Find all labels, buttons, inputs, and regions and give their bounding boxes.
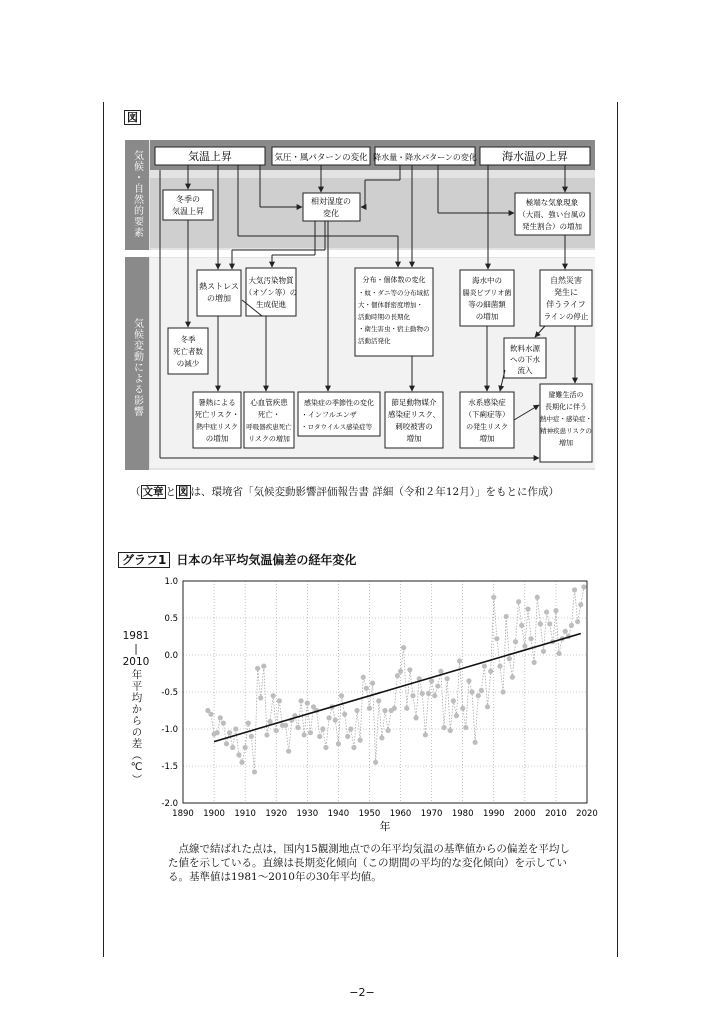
data-point bbox=[519, 623, 524, 628]
box-drinking-water-l1: 飲料水源 bbox=[510, 344, 540, 353]
box-air-pollutant-l3: 生成促進 bbox=[256, 300, 286, 309]
data-point bbox=[258, 695, 263, 700]
data-point bbox=[463, 725, 468, 730]
data-point bbox=[379, 735, 384, 740]
x-tick-label: 2000 bbox=[514, 809, 536, 819]
box-extreme-weather-l2: （大雨、強い台風の bbox=[518, 210, 586, 219]
data-point bbox=[401, 645, 406, 650]
data-point bbox=[215, 730, 220, 735]
box-seasonal-l3: ・ロタウイルス感染症等 bbox=[301, 423, 373, 431]
y-tick-label: -2.0 bbox=[161, 799, 178, 809]
box-seasonal-l2: ・インフルエンザ bbox=[301, 411, 357, 419]
box-cardio-l4: リスクの増加 bbox=[248, 435, 290, 443]
data-point bbox=[320, 726, 325, 731]
box-evacuation-l3: 熱中症・感染症・ bbox=[540, 415, 592, 423]
x-tick-label: 1960 bbox=[389, 809, 412, 819]
box-sea-temperature-label: 海水温の上昇 bbox=[502, 150, 568, 163]
box-disaster-l4: ラインの停止 bbox=[543, 312, 589, 321]
data-point bbox=[233, 726, 238, 731]
data-point bbox=[510, 675, 515, 680]
box-extreme-weather-l3: 発生割合）の増加 bbox=[522, 222, 582, 231]
data-point bbox=[386, 728, 391, 733]
series-dotted-line bbox=[208, 587, 584, 772]
x-tick-label: 2020 bbox=[576, 809, 598, 819]
chart-ticks bbox=[161, 577, 597, 819]
box-heat-stress-l1: 熱ストレス bbox=[199, 282, 239, 291]
graph-tag: グラフ1 bbox=[118, 552, 170, 568]
box-distribution-l3: 大・個体群密度増加・ bbox=[358, 301, 423, 309]
data-point bbox=[553, 608, 558, 613]
data-point bbox=[476, 693, 481, 698]
data-point bbox=[497, 664, 502, 669]
data-point bbox=[500, 689, 505, 694]
box-winter-deaths-l2: 死亡者数 bbox=[173, 347, 203, 356]
box-vibrio-l3: 等の細菌類 bbox=[468, 300, 506, 309]
data-point bbox=[488, 669, 493, 674]
graph-title-text: 日本の年平均気温偏差の経年変化 bbox=[176, 553, 357, 567]
data-point bbox=[239, 760, 244, 765]
trend-line bbox=[214, 634, 581, 742]
data-point bbox=[482, 664, 487, 669]
data-point bbox=[345, 734, 350, 739]
box-cardio-l1: 心血管疾患 bbox=[250, 398, 288, 407]
box-vector-l2: 感染症リスク、 bbox=[387, 410, 441, 419]
x-axis-label: 年 bbox=[379, 820, 391, 833]
data-point bbox=[342, 712, 347, 717]
box-drinking-water-l3: 流入 bbox=[517, 366, 533, 375]
data-point bbox=[575, 619, 580, 624]
data-point bbox=[407, 667, 412, 672]
data-point bbox=[457, 658, 462, 663]
box-vector-l4: 増加 bbox=[406, 434, 422, 443]
data-point bbox=[277, 698, 282, 703]
data-point bbox=[544, 609, 549, 614]
box-drinking-water-l2: への下水 bbox=[510, 355, 540, 364]
data-point bbox=[466, 678, 471, 683]
data-point bbox=[354, 708, 359, 713]
box-vector-l3: 刺咬被害の bbox=[395, 422, 433, 431]
box-evacuation-l4: 精神疾患リスクの bbox=[540, 427, 592, 435]
x-tick-label: 1930 bbox=[296, 809, 319, 819]
data-point bbox=[243, 745, 248, 750]
box-waterborne-l3: の発生リスク bbox=[466, 423, 508, 431]
box-winter-warming-l1: 冬季の bbox=[176, 195, 200, 204]
x-tick-label: 1940 bbox=[327, 809, 350, 819]
page-number: −2− bbox=[349, 986, 375, 999]
box-distribution-l2: ・蚊・ダニ等の分布域拡 bbox=[358, 289, 430, 297]
data-point bbox=[491, 595, 496, 600]
x-tick-label: 1970 bbox=[420, 809, 443, 819]
data-point bbox=[230, 745, 235, 750]
source-open: （ bbox=[130, 486, 141, 498]
data-point bbox=[348, 726, 353, 731]
box-vibrio-l1: 海水中の bbox=[472, 276, 502, 285]
data-point bbox=[246, 720, 251, 725]
data-point bbox=[339, 693, 344, 698]
box-distribution-l4: 活動時期の長期化 bbox=[358, 313, 410, 321]
data-point bbox=[358, 738, 363, 743]
data-point bbox=[236, 752, 241, 757]
data-point bbox=[572, 587, 577, 592]
box-vibrio-l4: の増加 bbox=[475, 312, 499, 321]
data-point bbox=[569, 623, 574, 628]
x-tick-label: 1990 bbox=[482, 809, 505, 819]
data-point bbox=[283, 723, 288, 728]
data-point bbox=[432, 693, 437, 698]
data-point bbox=[556, 651, 561, 656]
data-point bbox=[286, 749, 291, 754]
box-seasonal-l1: 感染症の季節性の変化 bbox=[304, 399, 374, 407]
data-point bbox=[525, 607, 530, 612]
x-tick-label: 2010 bbox=[545, 809, 567, 819]
box-heat-death-l3: 熱中症リスク bbox=[196, 423, 238, 431]
data-point bbox=[224, 741, 229, 746]
data-point bbox=[426, 691, 431, 696]
data-point bbox=[382, 708, 387, 713]
box-air-pollutant-l1: 大気汚染物質 bbox=[248, 276, 294, 285]
box-vibrio-l2: 腸炎ビブリオ菌 bbox=[462, 289, 512, 297]
data-point bbox=[351, 745, 356, 750]
data-point bbox=[420, 691, 425, 696]
box-heat-death-l1: 暑熱による bbox=[198, 398, 236, 407]
data-point bbox=[563, 629, 568, 634]
data-point bbox=[485, 704, 490, 709]
data-point bbox=[445, 676, 450, 681]
data-point bbox=[267, 719, 272, 724]
box-winter-deaths-l1: 冬季 bbox=[180, 335, 196, 344]
source-rest: は、環境省「気候変動影響評価報告書 詳細（令和２年12月）」をもとに作成） bbox=[190, 486, 559, 498]
box-cardio-l3: 呼吸器疾患死亡 bbox=[246, 423, 292, 431]
box-cardio-l2: 死亡・ bbox=[257, 410, 281, 419]
y-tick-label: 1.0 bbox=[164, 577, 178, 587]
graph-note: 点線で結ばれた点は，国内15観測地点での年平均気温の基準値からの偏差を平均した値を示している。直線は長期変化傾向（この期間の平均的な変化傾向）を示している。基準値は1981〜2010年の30年平均値。 bbox=[168, 843, 570, 883]
box-air-pollutant-l2: （オゾン等）の bbox=[244, 288, 298, 297]
data-point bbox=[541, 649, 546, 654]
data-point bbox=[504, 614, 509, 619]
box-waterborne-l4: 増加 bbox=[479, 434, 495, 443]
data-point bbox=[370, 681, 375, 686]
data-point bbox=[361, 675, 366, 680]
ylabel-mid: 2010 bbox=[122, 656, 150, 668]
y-tick-label: -1.5 bbox=[161, 762, 178, 772]
data-point bbox=[404, 706, 409, 711]
band1-label: 気候・自然的要素 bbox=[131, 150, 143, 238]
data-point bbox=[516, 599, 521, 604]
data-point bbox=[305, 701, 310, 706]
data-point bbox=[395, 673, 400, 678]
data-point bbox=[451, 698, 456, 703]
data-point bbox=[373, 760, 378, 765]
data-point bbox=[460, 706, 465, 711]
x-tick-label: 1920 bbox=[265, 809, 288, 819]
box-temperature-rise-label: 気温上昇 bbox=[188, 150, 232, 163]
data-point bbox=[323, 745, 328, 750]
data-point bbox=[333, 718, 338, 723]
data-point bbox=[308, 730, 313, 735]
y-tick-label: -1.0 bbox=[161, 725, 178, 735]
data-point bbox=[479, 688, 484, 693]
box-distribution-l6: 活動活発化 bbox=[358, 337, 391, 345]
data-point bbox=[367, 706, 372, 711]
ylabel-dash: | bbox=[134, 643, 138, 655]
data-point bbox=[522, 644, 527, 649]
data-point bbox=[448, 728, 453, 733]
x-tick-label: 1910 bbox=[234, 809, 256, 819]
box-waterborne-l2: （下痢症等） bbox=[464, 410, 510, 419]
data-point bbox=[581, 584, 586, 589]
data-point bbox=[302, 732, 307, 737]
box-heat-stress-l2: の増加 bbox=[207, 294, 231, 303]
data-point bbox=[298, 698, 303, 703]
data-point bbox=[429, 678, 434, 683]
data-point bbox=[413, 715, 418, 720]
ylabel-top: 1981 bbox=[122, 630, 150, 642]
data-point bbox=[227, 730, 232, 735]
y-tick-label: -0.5 bbox=[161, 688, 178, 698]
x-tick-label: 1900 bbox=[203, 809, 225, 819]
box-evacuation-l5: 増加 bbox=[559, 439, 573, 447]
data-point bbox=[255, 666, 260, 671]
source-tag-text: 文章 bbox=[142, 486, 164, 498]
box-distribution-l5: ・衛生害虫・宿主動物の bbox=[358, 325, 430, 333]
data-point bbox=[274, 728, 279, 733]
box-heat-death-l4: の増加 bbox=[205, 434, 229, 443]
data-point bbox=[469, 689, 474, 694]
box-disaster-l3: 伴うライフ bbox=[546, 300, 586, 309]
box-humidity-l1: 相対湿度の bbox=[311, 197, 351, 206]
box-disaster-l1: 自然災害 bbox=[550, 276, 582, 285]
box-distribution-l1: 分布・個体数の変化 bbox=[362, 276, 426, 284]
data-point bbox=[441, 725, 446, 730]
data-point bbox=[326, 715, 331, 720]
box-precipitation-label: 降水量・降水パターンの変化 bbox=[373, 153, 477, 162]
data-point bbox=[252, 769, 257, 774]
data-point bbox=[438, 669, 443, 674]
y-tick-label: 0.5 bbox=[164, 614, 178, 624]
data-point bbox=[249, 734, 254, 739]
data-point bbox=[295, 725, 300, 730]
band2-label: 気候変動による影響 bbox=[131, 318, 143, 417]
box-heat-death-l2: 死亡リスク・ bbox=[194, 410, 240, 419]
data-point bbox=[454, 713, 459, 718]
data-point bbox=[208, 712, 213, 717]
data-point bbox=[435, 683, 440, 688]
data-point bbox=[392, 706, 397, 711]
data-point bbox=[423, 732, 428, 737]
data-point bbox=[264, 732, 269, 737]
data-point bbox=[376, 698, 381, 703]
box-evacuation-l2: 長期化に伴う bbox=[545, 403, 587, 411]
box-disaster-l2: 発生に bbox=[554, 288, 578, 297]
data-point bbox=[513, 639, 518, 644]
box-winter-warming-l2: 気温上昇 bbox=[172, 207, 204, 216]
box-winter-deaths-l3: の減少 bbox=[176, 359, 200, 368]
data-point bbox=[547, 621, 552, 626]
data-point bbox=[473, 740, 478, 745]
data-point bbox=[494, 636, 499, 641]
data-point bbox=[336, 741, 341, 746]
data-point bbox=[538, 621, 543, 626]
data-point bbox=[532, 660, 537, 665]
x-tick-label: 1980 bbox=[451, 809, 474, 819]
figure-label: 図 bbox=[124, 110, 141, 125]
y-tick-label: 0.0 bbox=[164, 651, 178, 661]
data-point bbox=[218, 715, 223, 720]
box-humidity-l2: 変化 bbox=[323, 209, 339, 218]
data-point bbox=[364, 686, 369, 691]
box-extreme-weather-l1: 極端な気象現象 bbox=[525, 198, 579, 207]
box-waterborne-l1: 水系感染症 bbox=[468, 398, 506, 407]
box-pressure-wind-label: 気圧・風パターンの変化 bbox=[274, 153, 368, 163]
data-point bbox=[410, 693, 415, 698]
source-tag-figure: 図 bbox=[178, 486, 189, 498]
ylabel-vertical: 年平均からの差（℃） bbox=[130, 669, 143, 786]
data-point bbox=[398, 669, 403, 674]
x-tick-label: 1950 bbox=[358, 809, 381, 819]
data-point bbox=[317, 734, 322, 739]
x-tick-label: 1890 bbox=[172, 809, 194, 819]
data-point bbox=[578, 602, 583, 607]
data-point bbox=[507, 656, 512, 661]
data-point bbox=[221, 720, 226, 725]
box-evacuation-l1: 避難生活の bbox=[548, 391, 584, 399]
data-point bbox=[261, 664, 266, 669]
box-vector-l1: 節足動物媒介 bbox=[391, 398, 437, 407]
data-point bbox=[271, 693, 276, 698]
data-point bbox=[535, 595, 540, 600]
data-point bbox=[528, 636, 533, 641]
source-and: と bbox=[165, 486, 176, 498]
